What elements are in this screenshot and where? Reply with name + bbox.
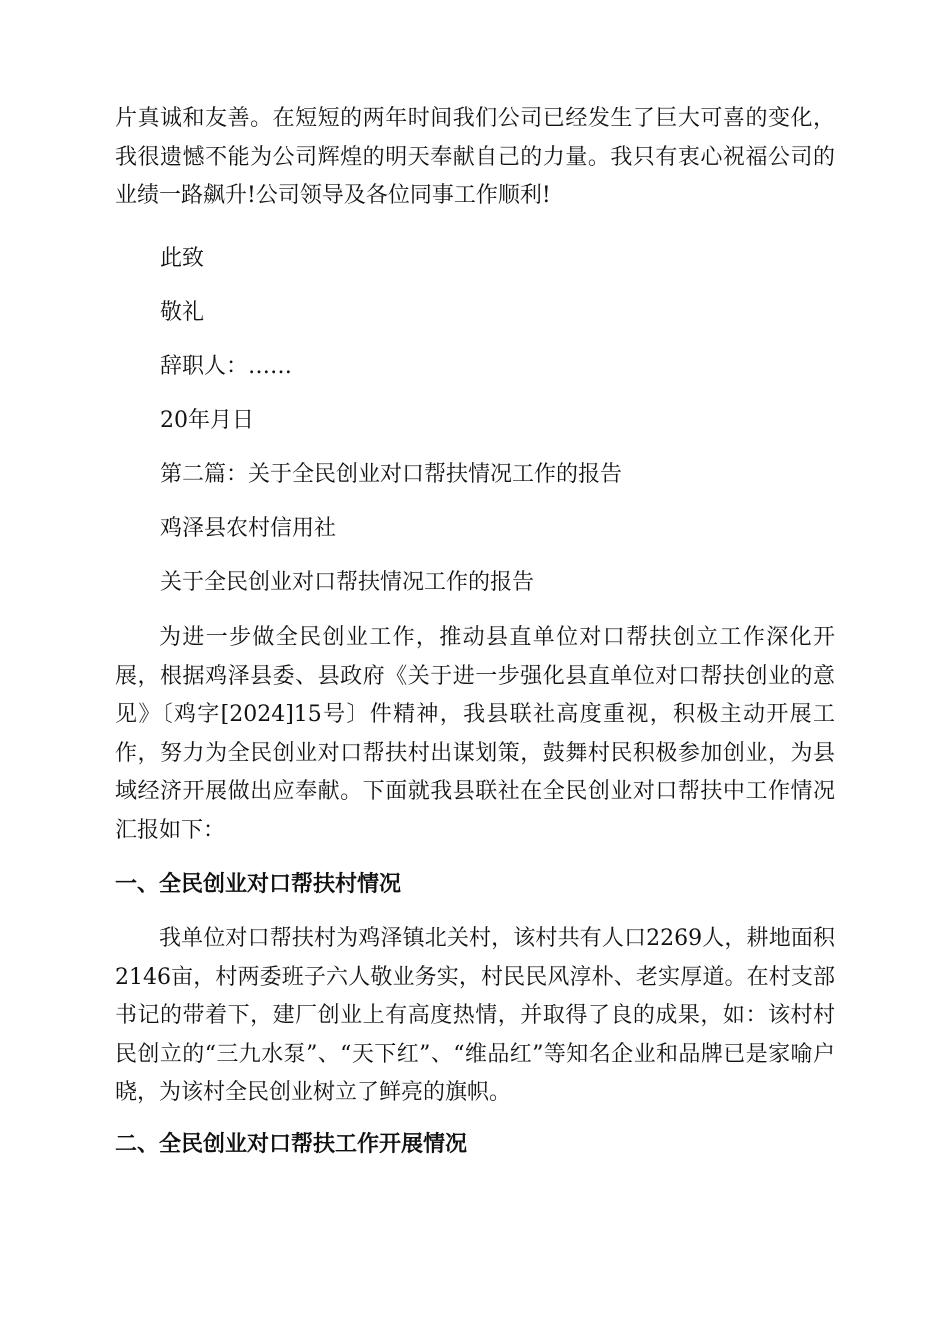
chapter-title: 第二篇：关于全民创业对口帮扶情况工作的报告 [160, 462, 623, 487]
signer-line: 辞职人：…… [160, 354, 293, 379]
date-line: 20年月日 [160, 408, 254, 433]
section-1-heading: 一、全民创业对口帮扶村情况 [115, 872, 402, 897]
salutation-cizhi: 此致 [160, 246, 205, 271]
letter-closing-paragraph: 片真诚和友善。在短短的两年时间我们公司已经发生了巨大可喜的变化，我很遗憾不能为公司辉煌的明天奉献自己的力量。我只有衷心祝福公司的业绩一路飙升!公司领导及各位同事工作顺利! [115, 106, 835, 208]
section-1-body: 我单位对口帮扶村为鸡泽镇北关村，该村共有人口2269人，耕地面积2146亩，村两委班子六人敬业务实，村民民风淳朴、老实厚道。在村支部书记的带着下，建厂创业上有高度热情，并取得了良的成果，如：该村村民创立的“三九水泵”、“天下红”、“维品红”等知名企业和品牌已是家喻户晓，为该村全民创业树立了鲜亮的旗帜。 [115, 926, 835, 1105]
report-title: 关于全民创业对口帮扶情况工作的报告 [160, 570, 535, 595]
salutation-jingli: 敬礼 [160, 300, 205, 325]
section-2-heading: 二、全民创业对口帮扶工作开展情况 [115, 1132, 468, 1157]
report-organization: 鸡泽县农村信用社 [160, 516, 337, 541]
report-intro-paragraph: 为进一步做全民创业工作，推动县直单位对口帮扶创立工作深化开展，根据鸡泽县委、县政府《关于进一步强化县直单位对口帮扶创业的意见》〔鸡字[2024]15号〕件精神，我县联社高度重视，积极主动开展工作，努力为全民创业对口帮扶村出谋划策，鼓舞村民积极参加创业，为县域经济开展做出应奉献。下面就我县联社在全民创业对口帮扶中工作情况汇报如下： [115, 625, 835, 843]
